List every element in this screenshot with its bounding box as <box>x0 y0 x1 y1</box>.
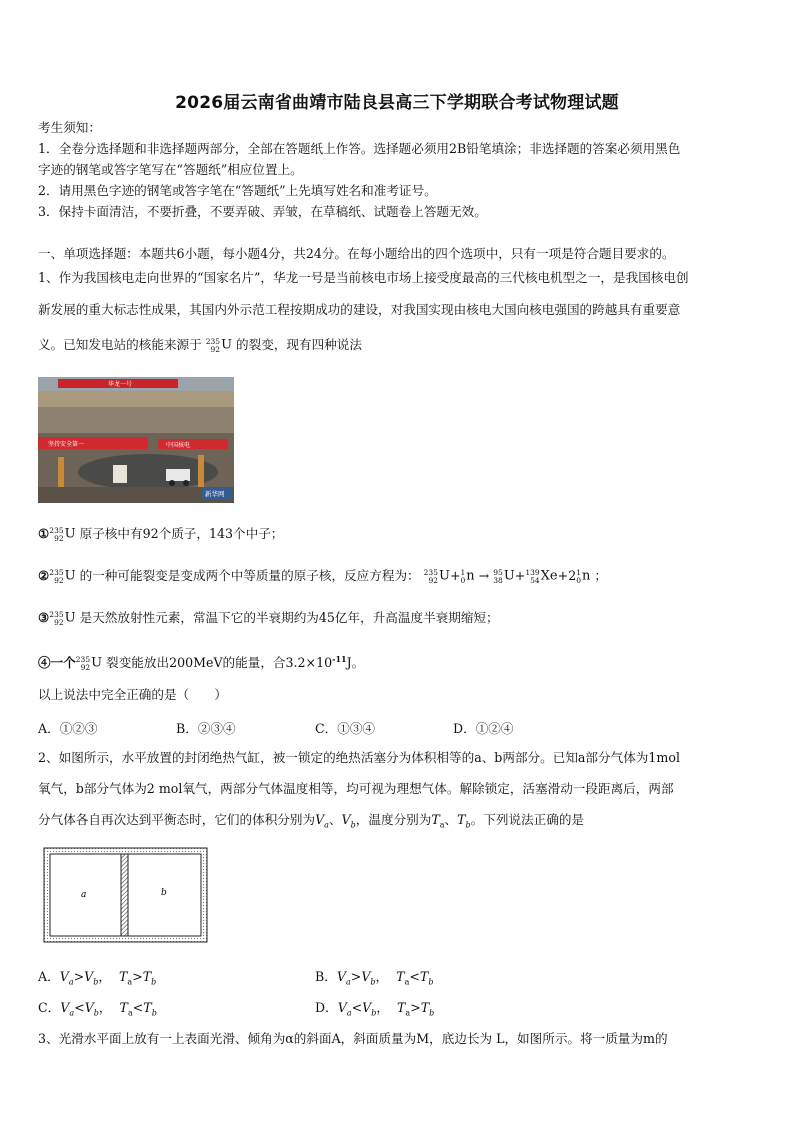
q2-option-d[interactable]: D．$V_a<V_b$， $T_a>T_b$ <box>315 1000 435 1018</box>
q1-line3: 义。已知发电站的核能来源于 235 92 U 的裂变，现有四种说法 <box>38 334 758 357</box>
piston <box>121 854 128 936</box>
banner-text-3: 中国核电 <box>166 442 191 449</box>
statement-1: ① 235 92 U 原子核中有92个质子，143个中子； <box>38 525 284 543</box>
q2-option-b[interactable]: B．$V_a>V_b$， $T_a<T_b$ <box>315 969 434 987</box>
q1-option-b[interactable]: B．②③④ <box>176 721 236 736</box>
photo-watermark: 新华网 <box>205 490 225 498</box>
reaction-equation: 235 92 U+ 1 0 n → 95 38 U+ 139 54 Xe+2 1 0 n <box>423 567 591 585</box>
q1-question: 以上说法中完全正确的是（ ） <box>38 687 227 702</box>
notice-item-1a: 1．全卷分选择题和非选择题两部分，全部在答题纸上作答。选择题必须用2B铅笔填涂；非选择题的答案必须用黑色 <box>38 141 681 156</box>
notice-header: 考生须知： <box>38 120 101 135</box>
statement-2: ② 235 92 U 的一种可能裂变是变成两个中等质量的原子核，反应方程为： 235 92 U+ 1 0 n → 95 38 U+ 139 54 Xe+2 1 0 n ； <box>38 567 607 585</box>
gas-cylinder-diagram <box>43 847 208 943</box>
q2-option-a[interactable]: A．$V_a>V_b$， $T_a>T_b$ <box>38 969 157 987</box>
section-heading: 一、单项选择题：本题共6小题，每小题4分，共24分。在每小题给出的四个选项中，只有一项是符合题目要求的。 <box>38 246 675 261</box>
banner-text-1: 华龙一号 <box>108 381 133 388</box>
q1-line1: 1、作为我国核电走向世界的“国家名片”，华龙一号是当前核电市场上接受度最高的三代核电机型之一，是我国核电创 <box>38 270 689 285</box>
q2-line1: 2、如图所示，水平放置的封闭绝热气缸，被一锁定的绝热活塞分为体积相等的a、b两部分。已知a部分气体为1mol <box>38 750 680 765</box>
page-title: 2026届云南省曲靖市陆良县高三下学期联合考试物理试题 <box>175 93 619 113</box>
statement-4: ④一个 235 92 U 裂变能放出200MeV的能量，合$3.2\times 10^{-11}J$。 <box>38 654 365 672</box>
statement-3: ③ 235 92 U 是天然放射性元素，常温下它的半衰期约为45亿年，升高温度半衰期缩短； <box>38 609 499 627</box>
q2-option-c[interactable]: C．$V_a<V_b$， $T_a<T_b$ <box>38 1000 157 1018</box>
q2-line3: 分气体各自再次达到平衡态时，它们的体积分别为$V_a$、$V_b$，温度分别为$T_a$、$T_b$。下列说法正确的是 <box>38 812 584 830</box>
q1-line2: 新发展的重大标志性成果，其国内外示范工程按期成功的建设，对我国实现由核电大国向核电强国的跨越具有重要意 <box>38 302 681 317</box>
notice-item-1b: 字迹的钢笔或答字笔写在“答题纸”相应位置上。 <box>38 162 303 177</box>
q1-option-d[interactable]: D．①②④ <box>453 721 514 736</box>
notice-item-3: 3．保持卡面清洁，不要折叠，不要弄破、弄皱，在草稿纸、试题卷上答题无效。 <box>38 204 487 219</box>
u235-nuclide: 235 92 U <box>205 336 233 354</box>
q3-line1: 3、光滑水平面上放有一上表面光滑、倾角为α的斜面A，斜面质量为M，底边长为 L，如图所示。将一质量为m的 <box>38 1031 668 1046</box>
q2-line2: 氧气，b部分气体为2 mol氧气，两部分气体温度相等，均可视为理想气体。解除锁定，活塞滑动一段距离后，两部 <box>38 781 674 796</box>
nuclear-plant-photo <box>38 377 234 503</box>
q1-option-a[interactable]: A．①②③ <box>38 721 98 736</box>
q1-option-c[interactable]: C．①③④ <box>315 721 376 736</box>
notice-item-2: 2．请用黑色字迹的钢笔或答字笔在“答题纸”上先填写姓名和准考证号。 <box>38 183 437 198</box>
banner-text-2: 坚持安全第一 <box>48 441 85 448</box>
label-a: a <box>81 890 87 900</box>
label-b: b <box>161 888 167 898</box>
